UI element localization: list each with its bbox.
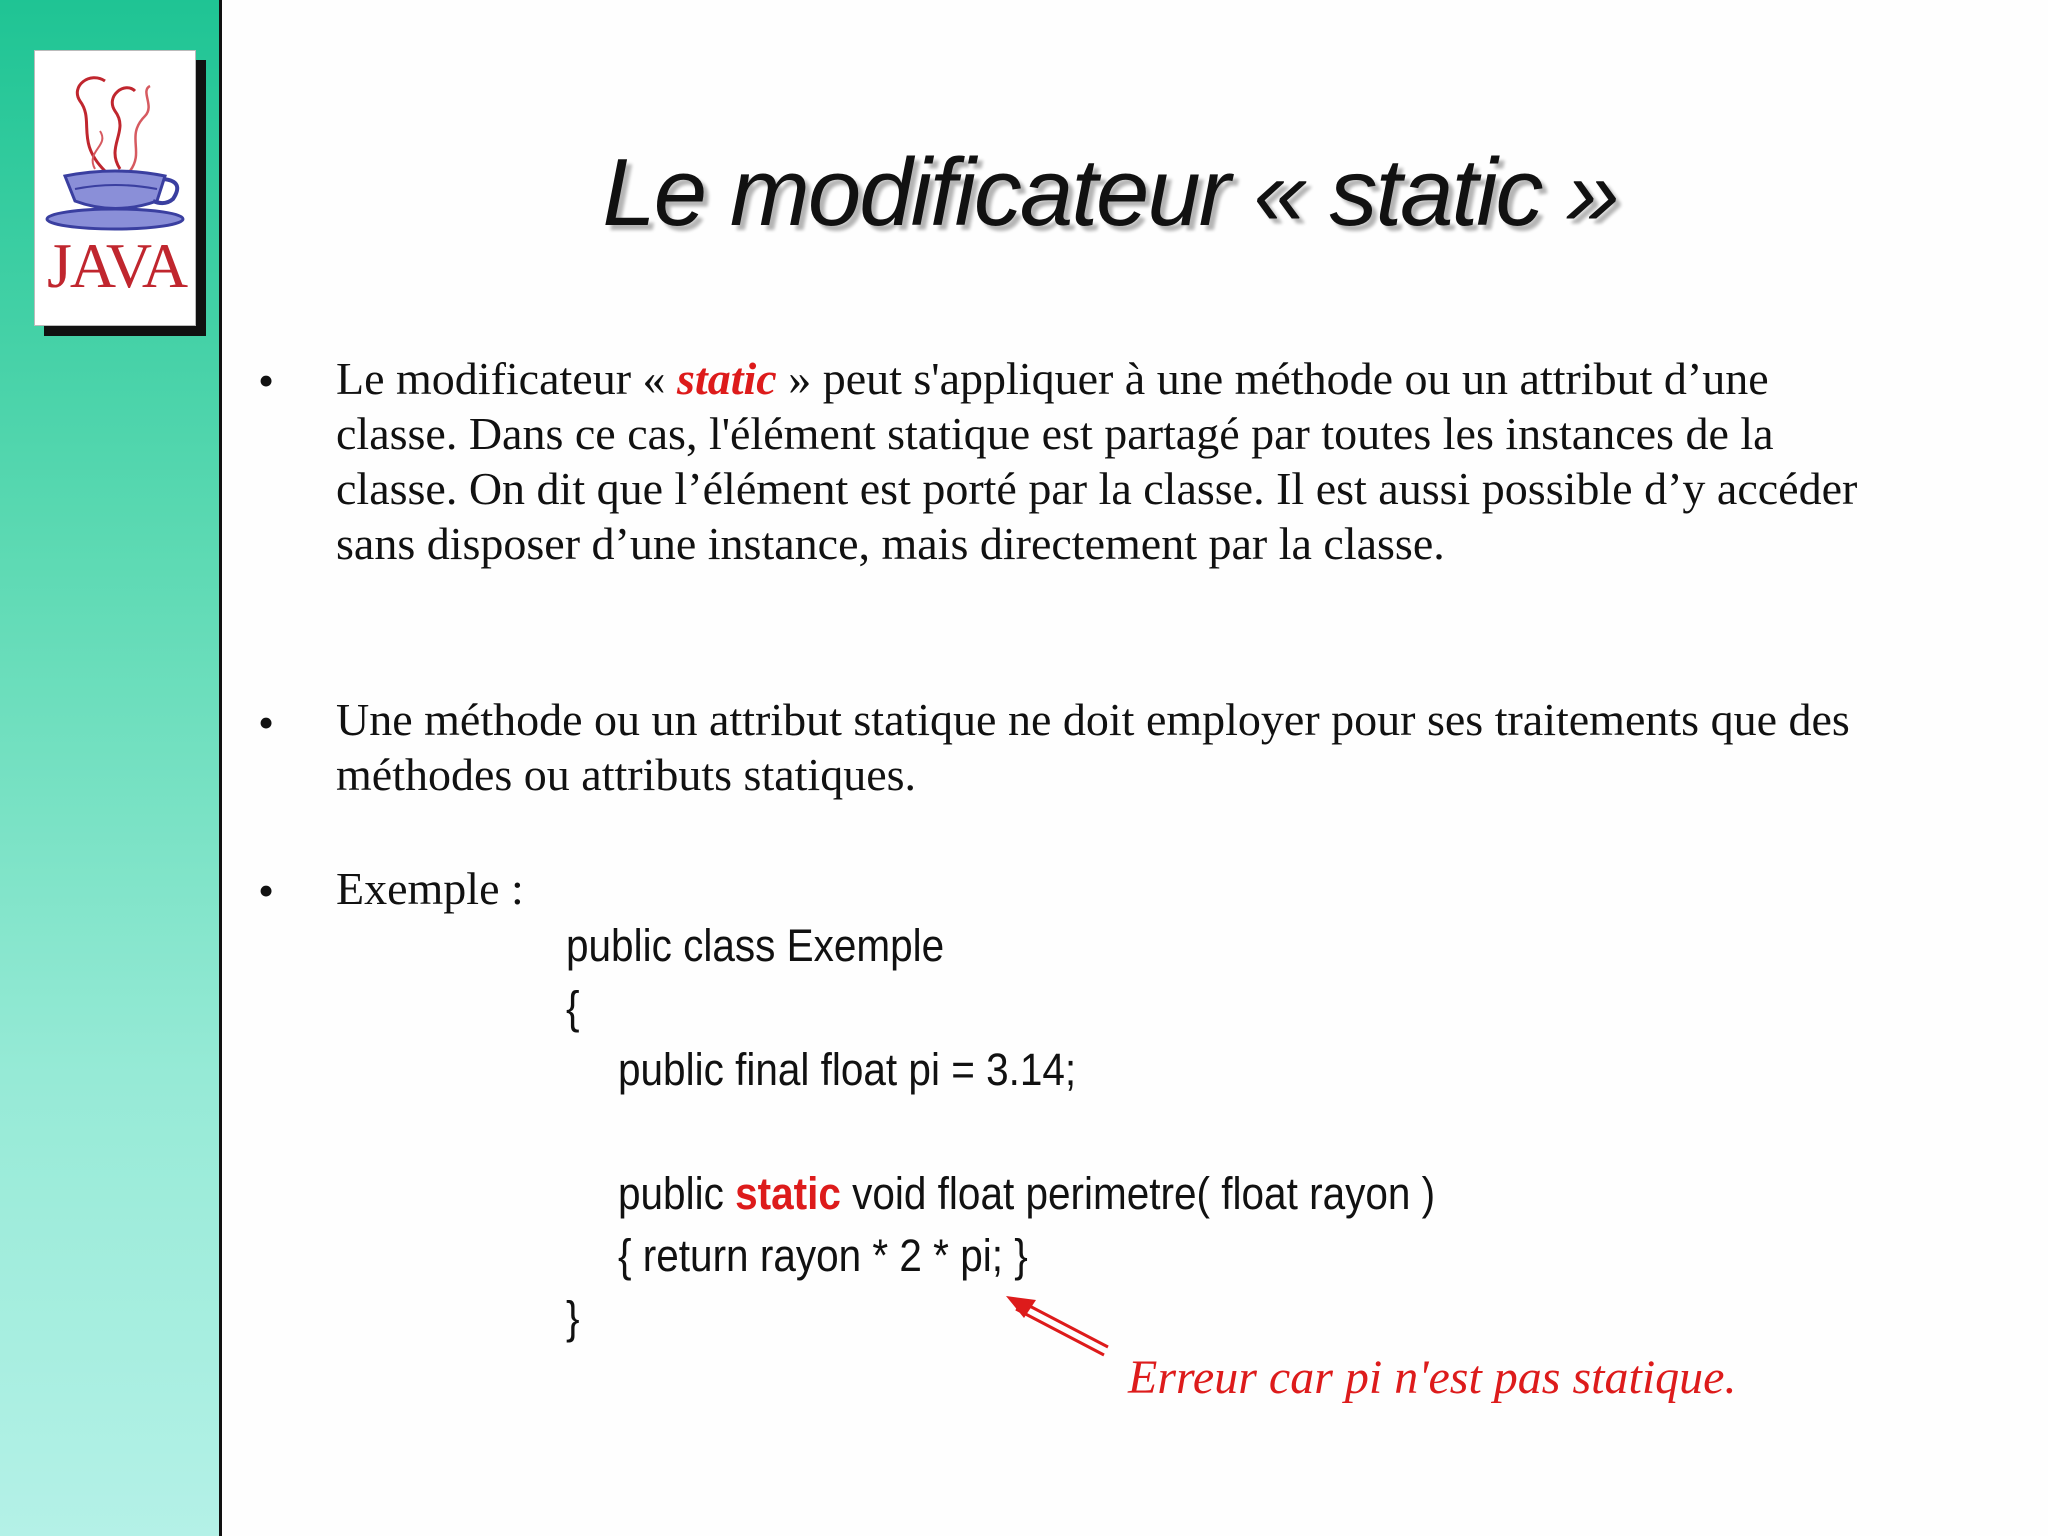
code-line-3: public final float pi = 3.14;: [618, 1044, 1077, 1095]
code-line-1: public class Exemple: [566, 920, 945, 971]
code-segment: void float perimetre( float rayon ): [840, 1168, 1436, 1219]
code-line-6: }: [566, 1292, 580, 1343]
code-line-2: {: [566, 982, 580, 1033]
logo-text: JAVA: [47, 230, 187, 301]
text-segment: Le modificateur «: [336, 353, 678, 404]
keyword-static: static: [677, 353, 777, 404]
text-segment: » peut s'appliquer à une méthode ou un attribut d’une classe. Dans ce cas, l'élément statique est partagé par toutes les instances de la classe. On dit que l’élément est porté par la classe. Il est aussi possible d’y accéder sans disposer d’une instance, mais directement par la classe.: [336, 353, 1858, 569]
code-segment: public: [618, 1168, 736, 1219]
bullet-paragraph-2: Une méthode ou un attribut statique ne doit employer pour ses traitements que des méthodes ou attributs statiques.: [336, 694, 1850, 800]
code-keyword-static: static: [735, 1168, 841, 1219]
page-title: Le modificateur « static »: [602, 139, 1618, 246]
bullet-marker: •: [258, 355, 275, 406]
bullet-marker: •: [258, 865, 275, 916]
bullet-marker: •: [258, 697, 275, 748]
error-annotation: Erreur car pi n'est pas statique.: [1128, 1351, 1737, 1404]
code-line-5: { return rayon * 2 * pi; }: [618, 1230, 1028, 1281]
bullet-paragraph-3: Exemple :: [336, 863, 524, 914]
